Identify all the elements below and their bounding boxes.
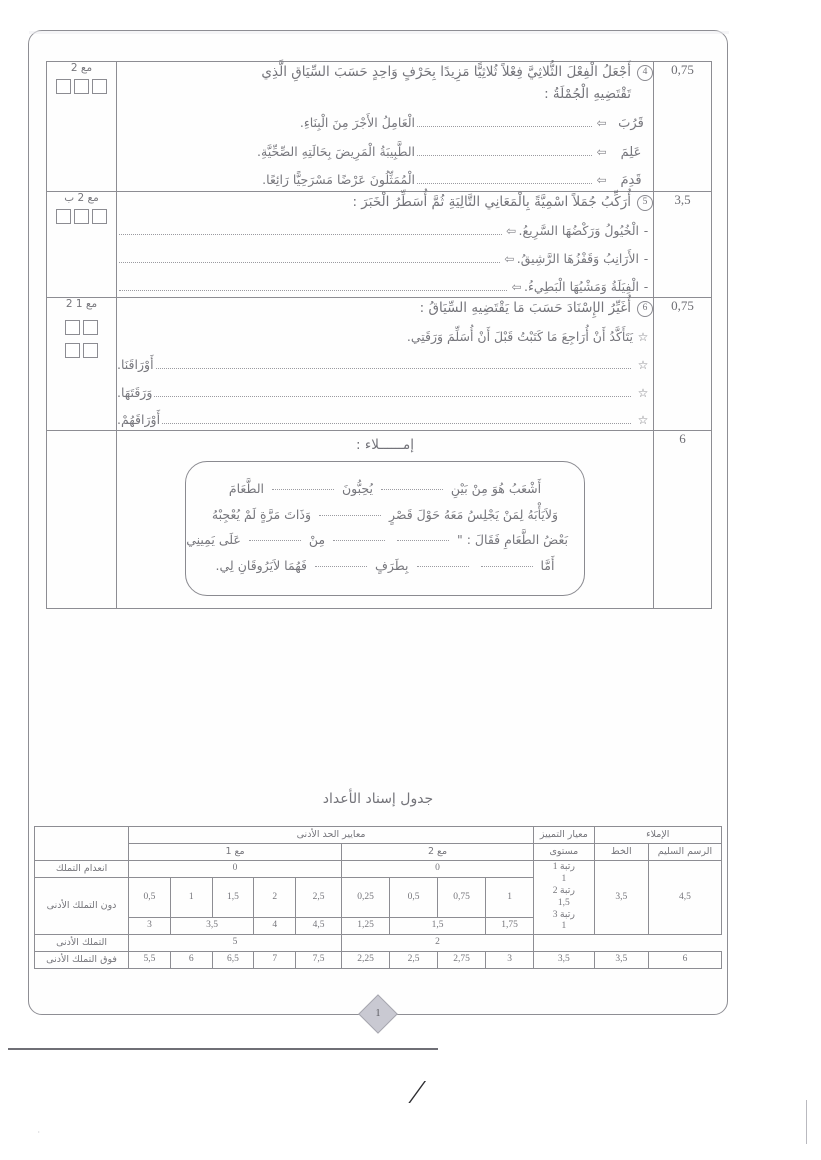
- c1-below-min-b: 3: [129, 918, 171, 935]
- header-spelling-script: الخط: [594, 844, 648, 861]
- exercise-4-score: 0,75: [654, 62, 712, 192]
- arrow-icon: ⇦: [511, 279, 522, 294]
- excellence-rank-value: 1: [561, 921, 567, 932]
- arrow-icon: ⇦: [596, 144, 607, 159]
- excellence-total: 3,5: [534, 952, 595, 969]
- c2-above-min: 2,5: [390, 952, 438, 969]
- exercise-5-prompt: [117, 192, 653, 214]
- exercise-5-number: 5: [637, 195, 653, 211]
- criterion-tickbox-row: [47, 209, 116, 224]
- criterion-label: مع 1 2: [65, 297, 98, 310]
- dictation-text: أَشْعَبُ هُوَ مِنْ بَيْنِ: [450, 481, 542, 497]
- answer-blank[interactable]: [119, 261, 500, 263]
- dictation-blank[interactable]: [417, 566, 469, 567]
- arrow-icon: ⇦: [504, 252, 515, 267]
- answer-blank[interactable]: [154, 395, 631, 397]
- exercise-6-item: [117, 356, 653, 375]
- row-label-above-min: فوق التملك الأدنى: [35, 952, 129, 969]
- c1-above-min: 6: [170, 952, 212, 969]
- page-number-badge: [358, 994, 398, 1034]
- criterion-tickbox-row: [65, 320, 98, 335]
- answer-blank[interactable]: [119, 233, 502, 235]
- c2-below-min-b: 1,75: [486, 918, 534, 935]
- page-number: 1: [375, 1008, 381, 1019]
- excellence-rank-value: 1,5: [557, 897, 570, 908]
- grading-row-no-mastery: [35, 861, 722, 878]
- c1-no-mastery: 0: [129, 861, 342, 878]
- exercise-6-item-fragment: وَرَقَتَهَا.: [117, 384, 153, 400]
- dictation-text: الطَّعَامَ: [228, 481, 264, 497]
- dictation-criterion: [47, 431, 117, 609]
- exercise-6-item-fragment: أَوْرَاقَهُمْ.: [117, 412, 161, 428]
- dictation-text: مِنْ: [308, 532, 326, 548]
- exercise-6-item: [117, 411, 653, 430]
- criterion-tickbox[interactable]: [74, 79, 89, 94]
- row-label-no-mastery: انعدام التملك: [35, 861, 129, 878]
- header-spelling: الإملاء: [594, 827, 721, 844]
- dictation-blank[interactable]: [333, 540, 385, 541]
- arrow-icon: ⇦: [505, 224, 517, 239]
- exercise-row-4: [47, 62, 712, 192]
- c1-below-min: 1,5: [212, 878, 254, 918]
- exercise-5-score: 3,5: [654, 191, 712, 297]
- exercise-4-item-fragment: الطَّبِيبَةُ الْمَرِيضَ بِحَالَتِهِ الصِّحِّيَّةِ.: [257, 143, 415, 159]
- c2-above-min: 2,75: [438, 952, 486, 969]
- spelling-script-total: 3,5: [594, 952, 648, 969]
- answer-blank[interactable]: [119, 289, 507, 291]
- exercise-6-body: [117, 297, 654, 431]
- dictation-score: 6: [654, 431, 712, 609]
- dictation-blank[interactable]: [397, 540, 449, 541]
- dash-marker: -: [643, 223, 649, 239]
- criterion-tickbox[interactable]: [92, 209, 107, 224]
- answer-blank[interactable]: [417, 125, 592, 127]
- exercise-4-item: [117, 171, 653, 191]
- star-icon: ☆: [637, 357, 649, 372]
- dictation-blank[interactable]: [315, 566, 367, 567]
- spelling-script-value: 3,5: [594, 861, 648, 935]
- dictation-row: [47, 431, 712, 609]
- c1-above-min: 7,5: [296, 952, 342, 969]
- dictation-text-box: [185, 461, 585, 596]
- exercise-4-number: 4: [637, 65, 653, 81]
- spelling-total: 6: [648, 952, 721, 969]
- answer-blank[interactable]: [162, 422, 631, 424]
- dictation-text: عَلَى يَمِينِي: [186, 532, 241, 548]
- c1-above-min: 7: [254, 952, 296, 969]
- exercise-4-item-verb: قَرُبَ: [618, 116, 644, 132]
- excellence-rank-value: 1: [561, 873, 567, 884]
- exercise-5-criterion: [47, 191, 117, 297]
- exercise-5-item-fragment: الأَرَانِبُ وَقَفْزُهَا الرَّشِيقُ.: [516, 251, 639, 267]
- header-criterion-1: مع 1: [129, 844, 342, 861]
- exercise-6-criterion: [47, 297, 117, 431]
- dash-marker: -: [643, 278, 649, 294]
- exercise-6-prompt: [117, 298, 653, 320]
- excellence-ranks: [534, 861, 595, 935]
- star-icon: ☆: [637, 330, 649, 345]
- arrow-icon: ⇦: [596, 173, 607, 188]
- exercise-4-criterion: [47, 62, 117, 192]
- criterion-tickbox[interactable]: [74, 209, 89, 224]
- c2-below-min: 0,5: [390, 878, 438, 918]
- exercise-6-item-fragment: أَوْرَاقَنَا.: [117, 356, 154, 372]
- excellence-rank: رتبة 1: [552, 862, 576, 872]
- exercise-6-example-text: يَتَأَكَّدُ أَنْ أُرَاجِعَ مَا كَتَبْتُ قَبْلَ أَنْ أُسَلِّمَ وَرَقَتِي.: [406, 329, 633, 345]
- c1-below-min-b: 4: [254, 918, 296, 935]
- header-criterion-2: مع 2: [342, 844, 534, 861]
- criterion-tickbox[interactable]: [83, 320, 98, 335]
- exercise-4-item-fragment: الْعَامِلُ الأَجْرَ مِنَ الْبِنَاءِ.: [299, 115, 415, 131]
- dictation-text: بِطَرَفٍ: [374, 558, 409, 573]
- c2-min-mastery: 2: [342, 935, 534, 952]
- scan-artifact-rule: [8, 1048, 438, 1050]
- scan-artifact-edge: [806, 1100, 807, 1144]
- dictation-blank[interactable]: [249, 540, 301, 541]
- header-corner-blank: [35, 827, 129, 861]
- c1-below-min: 0,5: [129, 878, 171, 918]
- grading-header-row-1: [35, 827, 722, 844]
- grading-header-row-2: [35, 844, 722, 861]
- spelling-drawing-value: 4,5: [648, 861, 721, 935]
- dictation-line: [202, 502, 568, 528]
- grading-row-above-min: [35, 952, 722, 969]
- exercise-4-item: [117, 114, 653, 134]
- c1-min-mastery: 5: [129, 935, 342, 952]
- row-label-min-mastery: التملك الأدنى: [35, 935, 129, 952]
- exercise-6-item: [117, 384, 653, 403]
- answer-blank[interactable]: [417, 182, 592, 184]
- scan-artifact-ink-mark: ⁄: [414, 1074, 420, 1111]
- dictation-body: [117, 431, 654, 609]
- exercise-5-item-fragment: الْخُيُولُ وَرَكْضُهَا السَّرِيعُ.: [518, 223, 639, 239]
- exercise-4-body: [117, 62, 654, 192]
- star-icon: ☆: [637, 413, 649, 428]
- exercise-row-5: [47, 191, 712, 297]
- criterion-tickbox-row: [65, 343, 98, 358]
- c2-above-min: 2,25: [342, 952, 390, 969]
- c1-below-min: 1: [170, 878, 212, 918]
- exercise-5-item: [117, 278, 653, 297]
- criterion-tickbox[interactable]: [65, 343, 80, 358]
- header-excellence-sub: مستوى: [534, 844, 595, 861]
- answer-blank[interactable]: [417, 154, 592, 156]
- scan-artifact-speck: ·: [37, 1128, 40, 1137]
- dictation-blank[interactable]: [381, 489, 443, 490]
- header-minimum-criteria: معايير الحد الأدنى: [129, 827, 534, 844]
- dictation-text: فَهُمَا لاَيَرُوقَانِ لِي.: [215, 558, 307, 573]
- dictation-text: وَذَاتَ مَرَّةٍ لَمْ يُعْجِبْهُ: [211, 506, 312, 522]
- dictation-line: [202, 476, 568, 502]
- criterion-label: مع 2 ب: [64, 191, 99, 204]
- c1-below-min-b: 4,5: [296, 918, 342, 935]
- dash-marker: -: [643, 251, 649, 267]
- exercise-4-item-verb: قَدِمَ: [620, 173, 642, 189]
- dictation-title: إمــــــلاء :: [356, 437, 414, 454]
- criterion-tickbox-row: [47, 79, 116, 94]
- c1-below-min: 2: [254, 878, 296, 918]
- exercise-4-prompt-line2: تَقْتَضِيهِ الْجُمْلَةُ :: [544, 85, 631, 102]
- exercise-4-item-fragment: الْمُمَثِّلُونَ عَرْضًا مَسْرَحِيًّا رَائِعًا.: [262, 172, 415, 188]
- dictation-line: [186, 527, 568, 553]
- exercise-4-prompt: [117, 62, 653, 105]
- grading-row-min-mastery: [35, 935, 722, 952]
- exercise-6-example: [117, 328, 653, 347]
- c2-above-min: 3: [486, 952, 534, 969]
- dictation-blank[interactable]: [319, 515, 381, 516]
- c1-above-min: 6,5: [212, 952, 254, 969]
- criterion-tickbox[interactable]: [56, 79, 71, 94]
- arrow-icon: ⇦: [596, 116, 607, 131]
- exercise-4-item-verb: عَلِمَ: [620, 144, 642, 160]
- criterion-tickbox[interactable]: [92, 79, 107, 94]
- exercise-6-number: 6: [637, 301, 653, 317]
- exercise-5-item: [117, 250, 653, 269]
- c2-below-min-b: 1,5: [390, 918, 486, 935]
- exercise-4-item: [117, 143, 653, 163]
- dictation-line: [202, 553, 568, 579]
- star-icon: ☆: [637, 385, 649, 400]
- c1-above-min: 5,5: [129, 952, 171, 969]
- exercise-6-prompt-line1: أُغَيِّرُ الإِسْنَادَ حَسَبَ مَا يَقْتَضِيهِ السِّيَاقُ :: [419, 299, 631, 316]
- excellence-rank: رتبة 2: [552, 885, 576, 896]
- criterion-label: مع 2: [70, 62, 93, 74]
- c2-below-min: 0,25: [342, 878, 390, 918]
- dictation-text: وَلاَيَأْبَهُ لِمَنْ يَجْلِسُ مَعَهُ حَوْلَ قَصْرٍ: [388, 506, 559, 522]
- dictation-text: أَمَّا: [540, 558, 555, 573]
- grading-table-caption: جدول إسناد الأعداد: [322, 791, 434, 807]
- c2-no-mastery: 0: [342, 861, 534, 878]
- scan-streak: [29, 31, 729, 34]
- c2-below-min: 0,75: [438, 878, 486, 918]
- excellence-rank: رتبة 3: [552, 909, 576, 920]
- exercise-4-prompt-line1: أَجْعَلُ الْفِعْلَ الثُّلاثِيَّ فِعْلاً ثُلاثِيًّا مَزِيدًا بِحَرْفٍ وَاحِدٍ حَسَبَ السِّيَاقِ الَّذِي: [261, 64, 631, 80]
- dictation-blank[interactable]: [272, 489, 334, 490]
- exercise-5-item-fragment: الْفِيَلَةُ وَمَشْيُهَا الْبَطِيءُ.: [524, 278, 639, 294]
- exercise-5-item: [117, 222, 653, 241]
- criterion-tickbox[interactable]: [56, 209, 71, 224]
- criterion-tickbox[interactable]: [83, 343, 98, 358]
- exercise-5-body: [117, 191, 654, 297]
- c1-below-min: 2,5: [296, 878, 342, 918]
- c2-below-min-b: 1,25: [342, 918, 390, 935]
- row-label-below-min: دون التملك الأدنى: [35, 878, 129, 935]
- exercise-row-6: [47, 297, 712, 431]
- dictation-blank[interactable]: [481, 566, 533, 567]
- dictation-text: يُحِبُّونَ: [341, 481, 373, 497]
- header-spelling-drawing: الرسم السليم: [648, 844, 721, 861]
- c2-below-min: 1: [486, 878, 534, 918]
- exercise-5-prompt-line1: أُرَكِّبُ جُمَلاً اسْمِيَّةً بِالْمَعَانِي التَّالِيَةِ ثُمَّ أُسَطِّرُ الْخَبَرَ :: [352, 193, 631, 210]
- c1-below-min-b: 3,5: [170, 918, 254, 935]
- exercises-table: [46, 61, 712, 609]
- criterion-tickbox[interactable]: [65, 320, 80, 335]
- criterion-tickbox-grid: [47, 315, 116, 358]
- scanned-page: [28, 30, 728, 1019]
- header-excellence: معيار التمييز: [534, 827, 595, 844]
- grading-table: [34, 826, 722, 969]
- dictation-text: بَعْضُ الطَّعَامِ فَقَالَ : ": [457, 532, 568, 548]
- exercise-6-score: 0,75: [654, 297, 712, 431]
- answer-blank[interactable]: [156, 367, 631, 369]
